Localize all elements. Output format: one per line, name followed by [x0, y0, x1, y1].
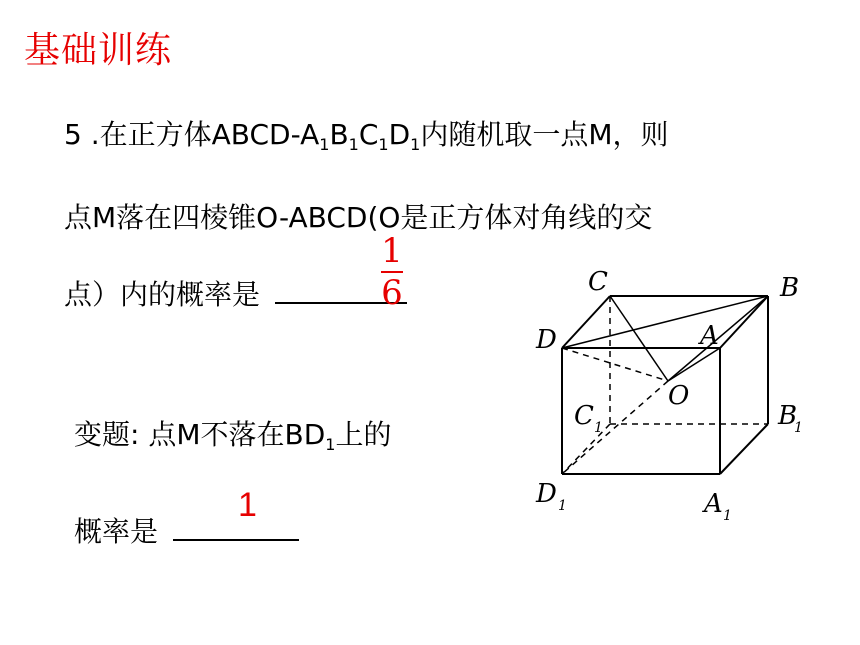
problem-text: 5 .在正方体ABCD-A [64, 118, 320, 151]
subscript: 1 [378, 135, 389, 154]
problem-text: 点）内的概率是 [64, 278, 261, 311]
label-A1-sub: 1 [723, 508, 732, 524]
label-C: C [588, 267, 608, 297]
edge-CO [610, 296, 668, 381]
subscript: 1 [325, 435, 336, 454]
edge-AO [668, 348, 720, 381]
hidden-edge-DO [562, 348, 668, 381]
fraction-denominator: 6 [381, 273, 403, 313]
label-A1: A [704, 489, 723, 519]
variant-text: 变题: 点M不落在BD [74, 418, 326, 451]
label-C1-sub: 1 [594, 420, 603, 436]
problem-text: 内随机取一点M，则 [420, 118, 669, 151]
fraction-numerator: 1 [381, 231, 403, 271]
problem-text: B [329, 118, 349, 151]
label-B: B [780, 273, 800, 303]
section-title: 基础训练 [24, 30, 173, 71]
subscript: 1 [410, 135, 421, 154]
label-B1-sub: 1 [794, 420, 803, 436]
variant-text: 上的 [335, 418, 392, 451]
label-D: D [536, 325, 557, 355]
edge-BA [720, 296, 768, 348]
subscript: 1 [319, 135, 330, 154]
label-O: O [668, 381, 690, 411]
edge-CD [562, 296, 610, 348]
label-D1: D [536, 479, 557, 509]
label-D1-sub: 1 [558, 498, 567, 514]
subscript: 1 [348, 135, 359, 154]
variant-answer: 1 [238, 486, 257, 524]
label-C1: C [574, 401, 594, 431]
problem-text: D [388, 118, 411, 151]
variant-text: 概率是 [74, 515, 159, 548]
label-B1: B [778, 401, 798, 431]
label-A: A [700, 321, 719, 351]
problem-line-2: 点M落在四棱锥O-ABCD(O是正方体对角线的交 [64, 201, 653, 234]
problem-text: C [358, 118, 379, 151]
edge-A1B1 [720, 424, 768, 474]
